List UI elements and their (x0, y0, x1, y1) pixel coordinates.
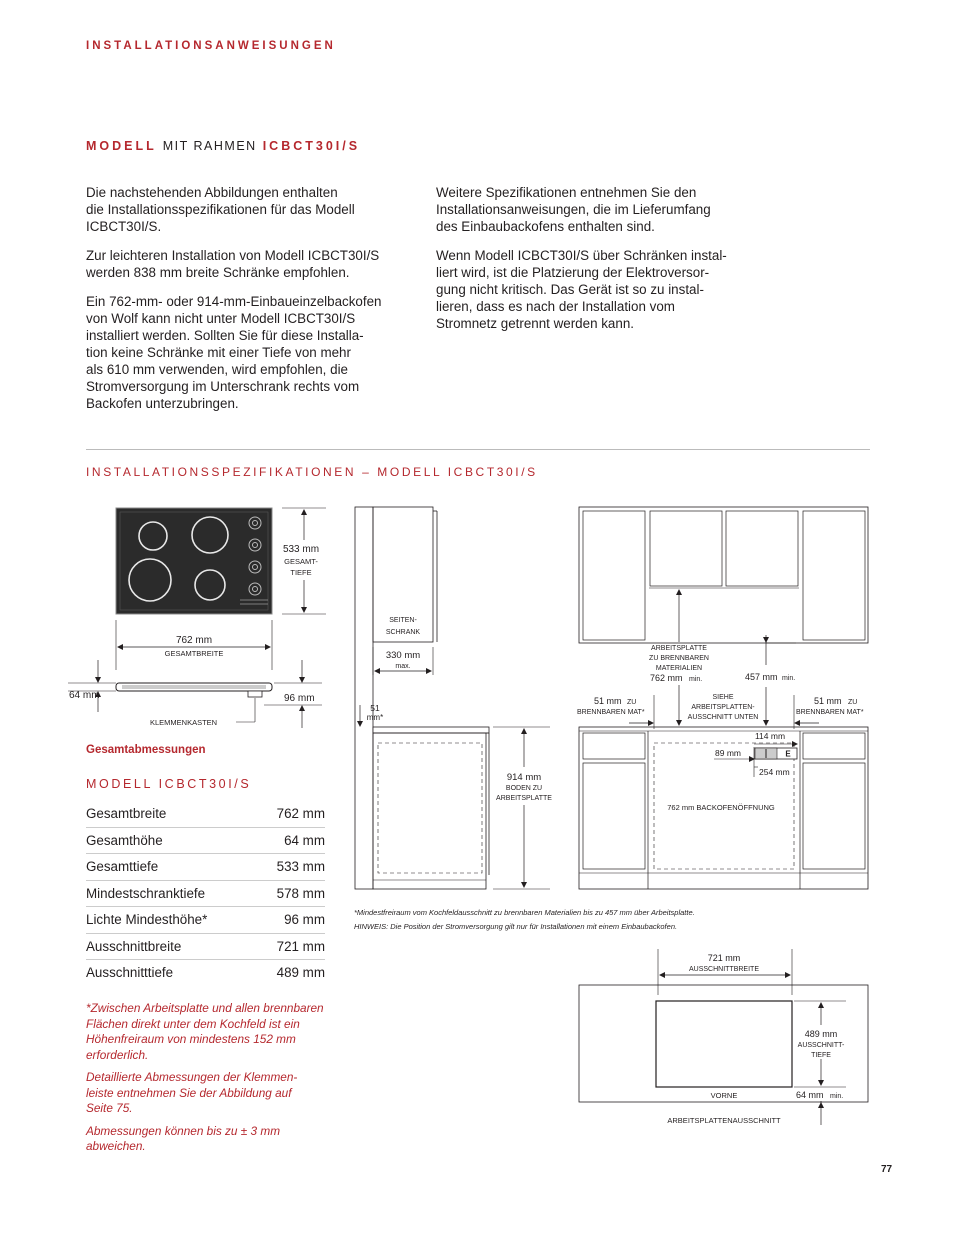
table-row (86, 828, 325, 855)
gap-value: 51 (370, 703, 380, 713)
combustible-value: 762 mm (650, 673, 683, 683)
intro-right-column (436, 184, 766, 344)
cabinet-depth-value: 330 mm (385, 650, 421, 661)
note: Abmessungen können bis zu ± 3 mm abweichen. (86, 1123, 281, 1153)
note: Detaillierte Abmessungen der Klemmen- leiste entnehmen Sie der Abbildung auf Seite 75. (86, 1070, 298, 1115)
see-cutout-label: SIEHE (712, 694, 734, 701)
divider (86, 449, 870, 450)
width-label: GESAMTBREITE (164, 649, 224, 658)
spec-table (86, 801, 325, 986)
depth-label: TIEFE (290, 568, 312, 577)
height-left-value: 64 mm (69, 690, 100, 701)
page-number: 77 (881, 1164, 893, 1175)
table-row (86, 854, 325, 881)
cutout-depth-value: 489 mm (804, 1029, 838, 1039)
base-cabinet (373, 733, 486, 889)
cutout-figure (574, 945, 876, 1130)
see-cutout-label: ARBEITSPLATTEN- (691, 704, 755, 711)
front-clearance-value: 64 mm (796, 1090, 824, 1100)
intro-paragraph: Die nachstehenden Abbildungen enthalten die Installationsspezifikationen für das Modell ICBCT30I/S. (86, 185, 355, 234)
combustible-label: ARBEITSPLATTE (651, 645, 707, 652)
side-view-figure (350, 505, 555, 895)
spec-value: 64 mm (284, 832, 325, 848)
model-prefix: MODELL (86, 139, 157, 153)
width-value: 762 mm (175, 635, 213, 646)
dim-89-value: 89 mm (715, 748, 741, 758)
front-view-figure (574, 505, 876, 895)
terminal-box-label: KLEMMENKASTEN (150, 718, 218, 727)
side-cabinet-label: SCHRANK (385, 629, 421, 636)
table-title: MODELL ICBCT30I/S (86, 777, 252, 791)
left-clearance-zu: ZU (627, 699, 637, 706)
figure-caption: Gesamtabmessungen (86, 744, 206, 756)
combustible-label: MATERIALIEN (655, 665, 703, 672)
table-row (86, 934, 325, 961)
intro-paragraph: Wenn Modell ICBCT30I/S über Schränken instal- liert wird, ist die Platzierung der Elektroversor- gung nicht kritisch. Das Gerät ist so zu instal- lieren, dass es nach der Installation vom Stromnetz getrennt werden kann. (436, 248, 727, 331)
upper-clearance-min: min. (782, 675, 796, 682)
dim-114-value: 114 mm (754, 731, 786, 741)
footnote-note: HINWEIS: Die Position der Stromversorgung gilt nur für Installationen mit einem Einbaubackofen. (354, 922, 678, 931)
wall (355, 507, 373, 889)
spec-label: Gesamthöhe (86, 832, 163, 848)
right-clearance-label: BRENNBAREN MAT* (796, 709, 864, 716)
overall-dimensions-figure (60, 500, 340, 735)
cutout-width-label: AUSSCHNITTBREITE (688, 966, 760, 973)
cutout-width-value: 721 mm (707, 953, 741, 963)
footnote-clearance: *Mindestfreiraum vom Kochfeldausschnitt zu brennbaren Materialien bis zu 457 mm über Arbeitsplatte. (354, 908, 695, 917)
table-row (86, 907, 325, 934)
spec-label: Gesamtbreite (86, 806, 167, 821)
intro-left-column (86, 184, 416, 424)
see-cutout-label: AUSSCHNITT UNTEN (687, 714, 759, 721)
spec-label: Gesamttiefe (86, 859, 159, 874)
junction-box-e: E (785, 749, 791, 759)
spec-label: Ausschnitttiefe (86, 965, 174, 980)
right-clearance-zu: ZU (848, 699, 858, 706)
left-clearance-value: 51 mm (594, 696, 622, 706)
intro-paragraph: Ein 762-mm- oder 914-mm-Einbaueinzelbackofen von Wolf kann nicht unter Modell ICBCT30I/S installiert werden. Sollten Sie für diese Installa- tion keine Schränke mit einer Tiefe von mehr als 610 mm verwenden, wird empfohlen, die Stromversorgung im Unterschrank rechts vom Backofen unterzubringen. (86, 294, 382, 411)
countertop (373, 727, 489, 733)
oven-opening-label: 762 mm BACKOFENÖFFNUNG (667, 803, 775, 812)
spec-value: 533 mm (276, 859, 325, 874)
spec-value: 578 mm (276, 885, 325, 901)
note: *Zwischen Arbeitsplatte und allen brennbaren Flächen direkt unter dem Kochfeld ist ein Höhenfreiraum von mindestens 152 mm erforderlich. (86, 1001, 324, 1062)
floor-height-label: ARBEITSPLATTE (496, 795, 552, 802)
table-row (86, 960, 325, 986)
cutout-caption: ARBEITSPLATTENAUSSCHNITT (667, 1116, 781, 1125)
left-clearance-label: BRENNBAREN MAT* (577, 709, 645, 716)
depth-label: GESAMT- (284, 557, 318, 566)
height-right-value: 96 mm (284, 693, 315, 704)
terminal-box (248, 691, 262, 697)
combustible-label: ZU BRENNBAREN (649, 655, 709, 662)
gap-unit: mm* (366, 713, 384, 722)
spec-value: 489 mm (276, 965, 325, 980)
cutout-depth-label: AUSSCHNITT- (797, 1042, 845, 1049)
spec-label: Lichte Mindesthöhe* (86, 912, 208, 927)
spec-label: Ausschnittbreite (86, 938, 182, 954)
front-label: VORNE (710, 1091, 738, 1100)
spec-value: 96 mm (284, 912, 325, 927)
cabinet-depth-max: max. (395, 663, 411, 670)
spec-value: 762 mm (276, 806, 325, 821)
right-clearance-value: 51 mm (814, 696, 842, 706)
notes (86, 1001, 341, 1162)
table-row (86, 881, 325, 908)
dim-254-value: 254 mm (759, 767, 790, 777)
upper-cabinets (579, 507, 868, 643)
spec-value: 721 mm (276, 938, 325, 954)
model-heading (86, 139, 360, 153)
side-cabinet-label: SEITEN- (389, 617, 417, 624)
cutout-depth-label: TIEFE (811, 1052, 831, 1059)
cutout-opening (656, 1001, 792, 1087)
intro-paragraph: Weitere Spezifikationen entnehmen Sie den Installationsanweisungen, die im Lieferumfang des Einbaubackofens enthalten sind. (436, 185, 711, 234)
floor-height-label: BODEN ZU (505, 785, 543, 792)
upper-clearance-value: 457 mm (745, 672, 778, 682)
combustible-min: min. (689, 676, 703, 683)
front-clearance-min: min. (830, 1093, 844, 1100)
table-row (86, 801, 325, 828)
depth-value: 533 mm (282, 544, 320, 555)
spec-section-title: INSTALLATIONSSPEZIFIKATIONEN – MODELL ICBCT30I/S (86, 465, 538, 479)
intro-paragraph: Zur leichteren Installation von Modell ICBCT30I/S werden 838 mm breite Schränke empfohlen. (86, 248, 380, 280)
model-code: ICBCT30I/S (262, 139, 361, 153)
spec-label: Mindestschranktiefe (86, 885, 206, 901)
model-middle: MIT RAHMEN (162, 139, 257, 153)
floor-height-value: 914 mm (506, 772, 542, 783)
section-header: INSTALLATIONSANWEISUNGEN (86, 40, 336, 52)
